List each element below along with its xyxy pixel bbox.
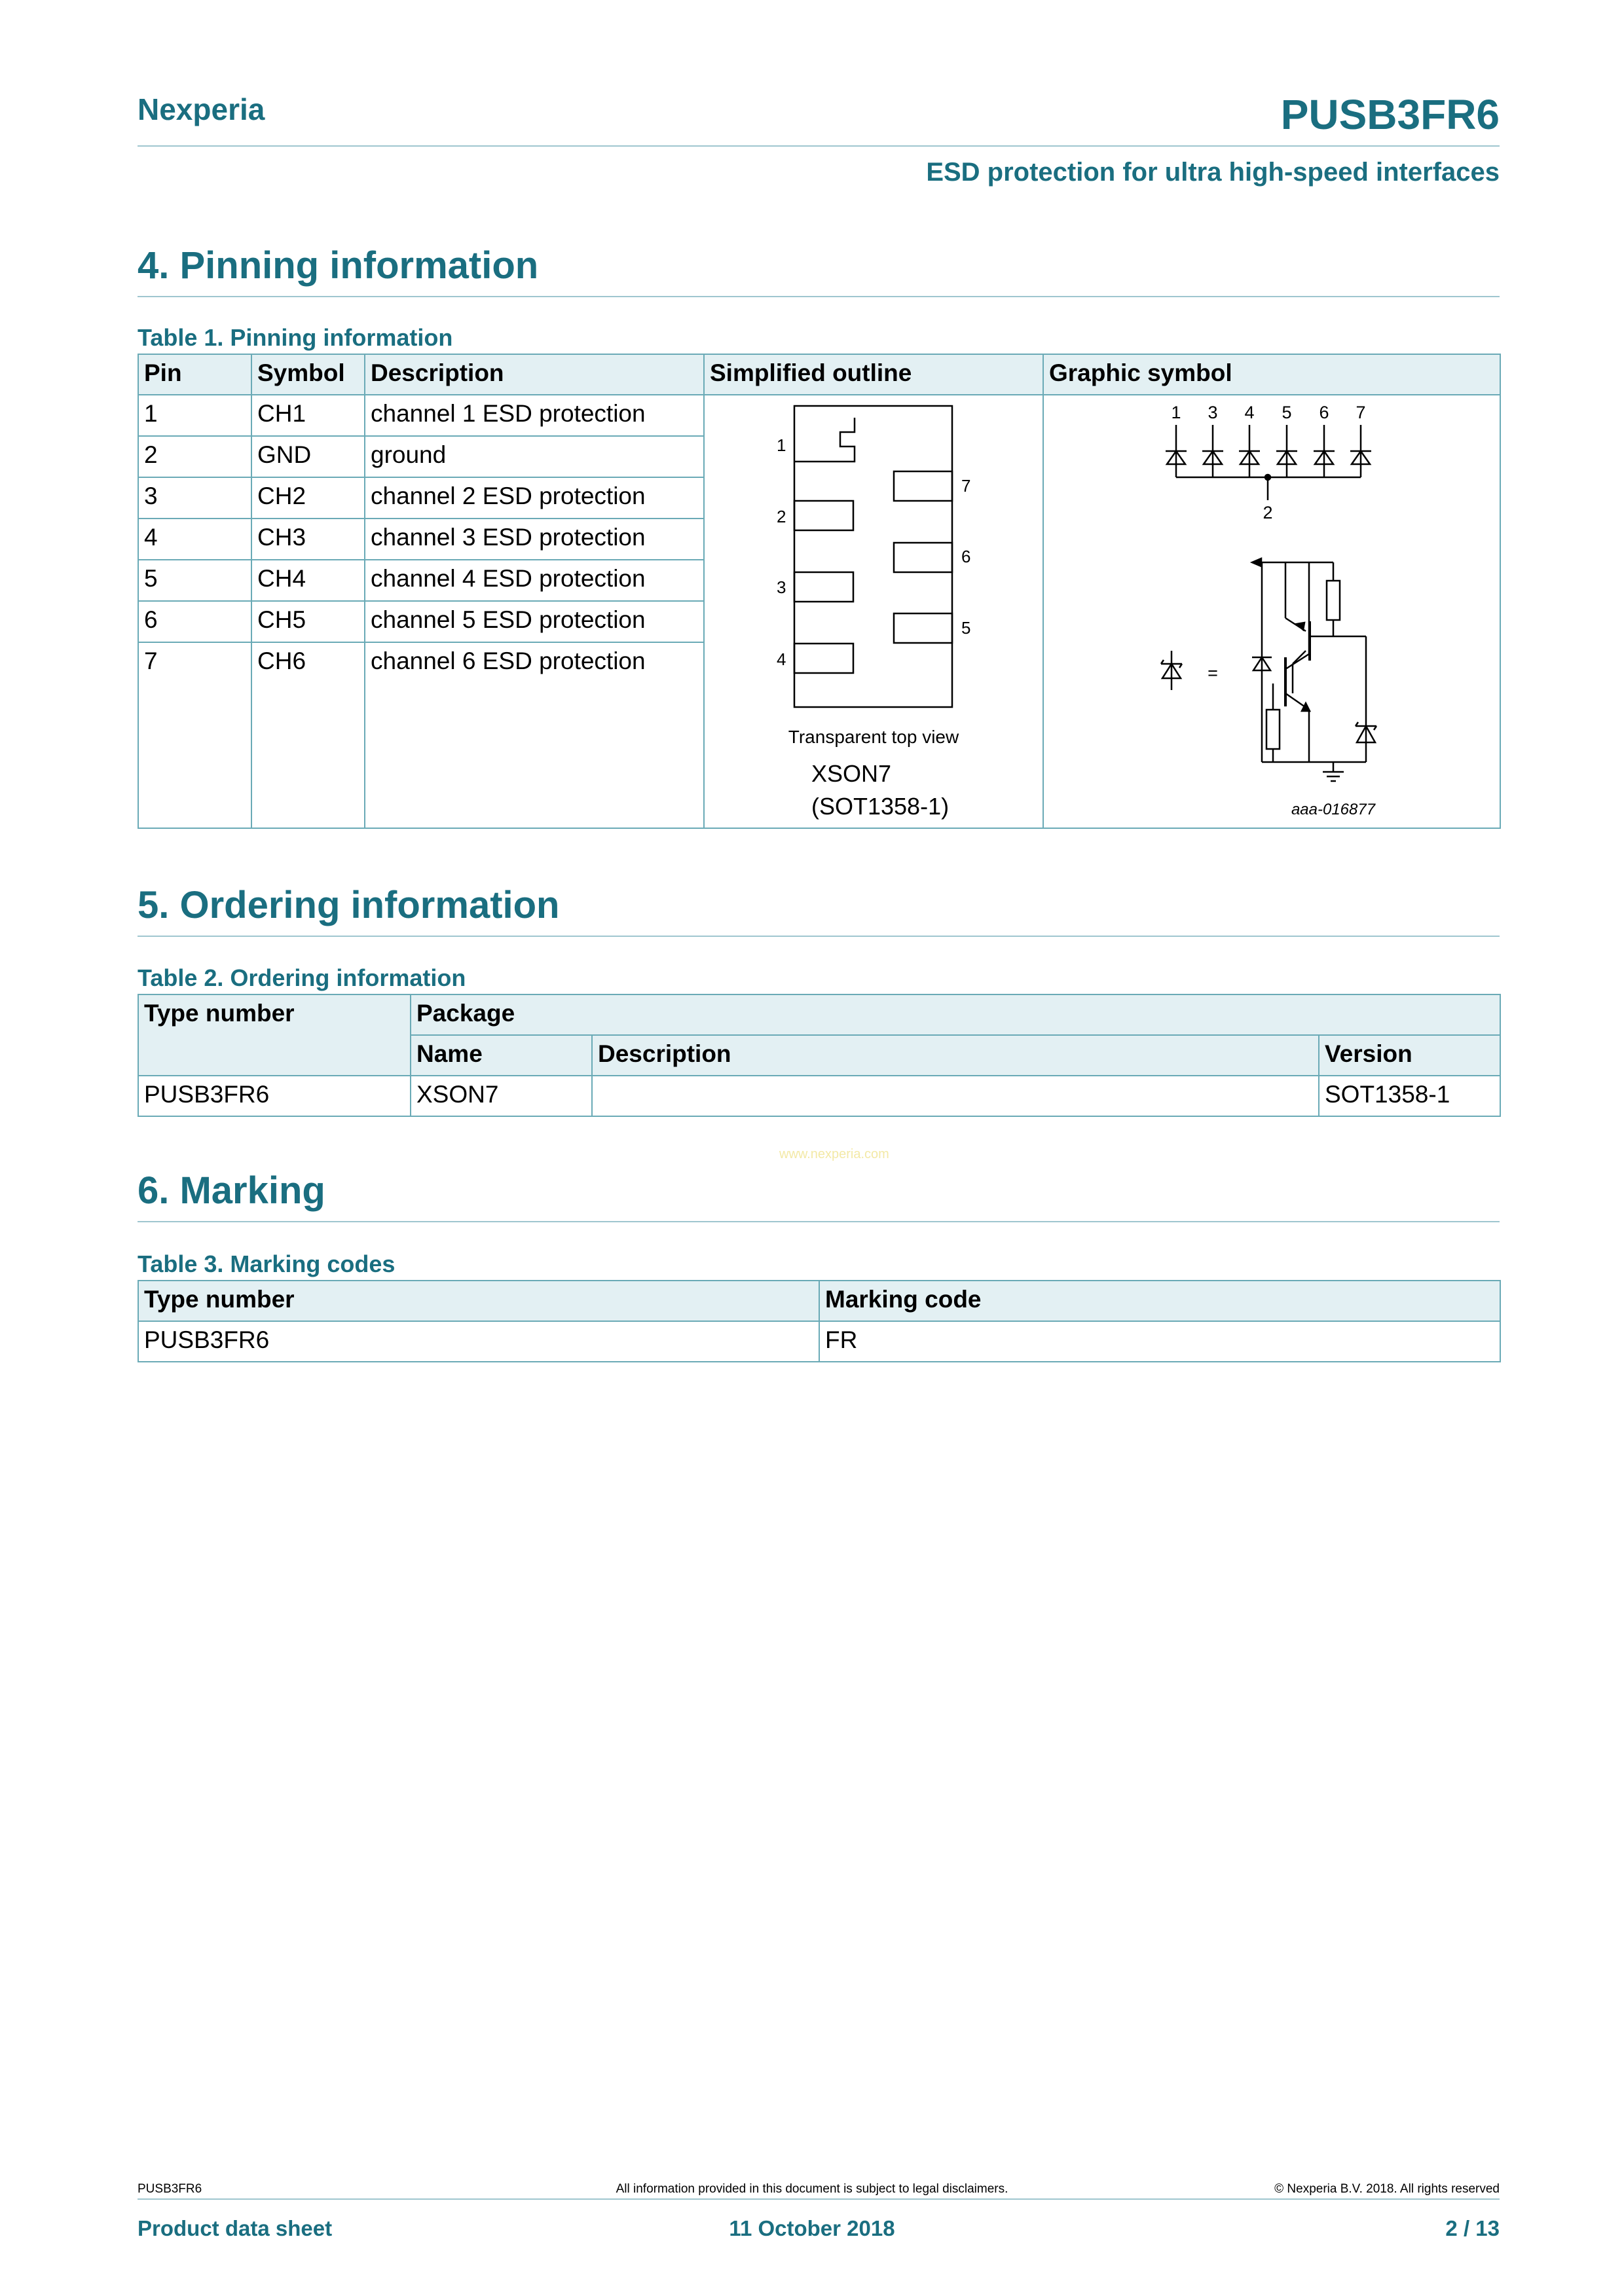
col-symbol: Symbol	[251, 354, 365, 395]
col-name: Name	[411, 1035, 592, 1076]
equals-sign: =	[1208, 663, 1218, 683]
footer-date: 11 October 2018	[729, 2216, 895, 2240]
table-row	[138, 1076, 1500, 1116]
version-cell: SOT1358-1	[1319, 1076, 1500, 1116]
diode-icon	[1202, 425, 1223, 477]
diode-icon	[1314, 425, 1335, 477]
symbol-gnd-label: 2	[1263, 503, 1273, 522]
description-cell: channel 4 ESD protection	[365, 560, 704, 601]
pin-cell: 2	[138, 436, 251, 477]
package-outline-diagram	[705, 395, 1043, 829]
outline-pin-label: 2	[777, 507, 786, 526]
symbol-pin-label: 1	[1171, 403, 1181, 422]
type-number-cell: PUSB3FR6	[138, 1321, 819, 1362]
description-cell: channel 6 ESD protection	[365, 642, 704, 828]
table-row	[138, 1321, 1500, 1362]
section-6-heading: 6. Marking	[138, 1169, 325, 1212]
outline-view-label: Transparent top view	[788, 727, 959, 747]
symbol-cell: CH4	[251, 560, 365, 601]
col-marking-code: Marking code	[819, 1281, 1500, 1321]
diode-icon	[1166, 425, 1187, 477]
description-cell: channel 2 ESD protection	[365, 477, 704, 519]
symbol-pin-label: 6	[1319, 403, 1329, 422]
document-subtitle: ESD protection for ultra high-speed interfaces	[926, 158, 1500, 187]
section-6-divider	[138, 1221, 1500, 1222]
table-header-row	[138, 994, 1500, 1035]
ordering-table	[138, 994, 1501, 1117]
pin-cell: 5	[138, 560, 251, 601]
col-graphic-symbol: Graphic symbol	[1043, 354, 1500, 395]
section-5-heading: 5. Ordering information	[138, 884, 560, 926]
type-number-cell: PUSB3FR6	[138, 1076, 411, 1116]
resistor-icon	[1266, 710, 1280, 749]
col-package: Package	[411, 994, 1500, 1035]
symbol-cell: CH3	[251, 519, 365, 560]
table-3-caption: Table 3. Marking codes	[138, 1250, 396, 1277]
pin-cell: 3	[138, 477, 251, 519]
figure-id: aaa-016877	[1291, 801, 1376, 818]
outline-package-name: XSON7	[811, 760, 892, 787]
symbol-cell: CH5	[251, 601, 365, 642]
footer-copyright: © Nexperia B.V. 2018. All rights reserved	[1274, 2182, 1500, 2196]
pin-cell: 7	[138, 642, 251, 828]
section-4-divider	[138, 296, 1500, 297]
symbol-cell: CH2	[251, 477, 365, 519]
col-simplified-outline: Simplified outline	[704, 354, 1043, 395]
pad-3	[794, 572, 853, 602]
diode-icon	[1350, 425, 1371, 477]
pad-6	[894, 543, 952, 572]
footer-divider	[138, 2198, 1500, 2200]
symbol-pin-label: 3	[1208, 403, 1218, 422]
description-cell: channel 5 ESD protection	[365, 601, 704, 642]
watermark: www.nexperia.com	[779, 1147, 889, 1161]
description-cell: ground	[365, 436, 704, 477]
table-header-row	[138, 354, 1500, 395]
pad-2	[794, 501, 853, 530]
symbol-cell: CH1	[251, 395, 365, 436]
outline-cell	[704, 395, 1043, 828]
footer-doc-id: PUSB3FR6	[138, 2182, 202, 2196]
resistor-icon	[1327, 581, 1340, 620]
diode-array	[1166, 425, 1371, 500]
brand-name: Nexperia	[138, 92, 265, 126]
col-description: Description	[592, 1035, 1319, 1076]
description-cell: channel 3 ESD protection	[365, 519, 704, 560]
table-1-caption: Table 1. Pinning information	[138, 324, 453, 351]
header-divider	[138, 145, 1500, 147]
col-description: Description	[365, 354, 704, 395]
symbol-cell: GND	[251, 436, 365, 477]
marking-table	[138, 1280, 1501, 1362]
pin-cell: 4	[138, 519, 251, 560]
esd-equivalent-circuit	[1161, 558, 1376, 781]
graphic-symbol-diagram	[1044, 395, 1500, 829]
outline-pin-label: 1	[777, 435, 786, 455]
footer-doc-type: Product data sheet	[138, 2216, 333, 2240]
col-version: Version	[1319, 1035, 1500, 1076]
marking-code-cell: FR	[819, 1321, 1500, 1362]
footer-page-number: 2 / 13	[1445, 2216, 1500, 2240]
table-2-caption: Table 2. Ordering information	[138, 964, 466, 991]
table-header-row	[138, 1281, 1500, 1321]
name-cell: XSON7	[411, 1076, 592, 1116]
section-4-heading: 4. Pinning information	[138, 244, 539, 287]
description-cell: channel 1 ESD protection	[365, 395, 704, 436]
pad-7	[894, 471, 952, 501]
symbol-cell: CH6	[251, 642, 365, 828]
symbol-pin-label: 7	[1356, 403, 1366, 422]
pin-cell: 6	[138, 601, 251, 642]
diode-icon	[1239, 425, 1260, 477]
outline-pin-label: 3	[777, 577, 786, 597]
esd-diode-icon	[1161, 651, 1182, 690]
footer-disclaimer: All information provided in this document is subject to legal disclaimers.	[616, 2182, 1008, 2196]
col-type-number: Type number	[138, 994, 411, 1076]
symbol-pin-label: 4	[1244, 403, 1255, 422]
graphic-symbol-cell	[1043, 395, 1500, 828]
table-row	[138, 395, 1500, 436]
pad-1	[794, 418, 855, 462]
section-5-divider	[138, 936, 1500, 937]
outline-pin-label: 7	[961, 476, 971, 496]
diode-icon	[1276, 425, 1297, 477]
col-type-number: Type number	[138, 1281, 819, 1321]
outline-package-code: (SOT1358-1)	[811, 793, 950, 820]
symbol-pin-label: 5	[1282, 403, 1292, 422]
pad-5	[894, 613, 952, 643]
outline-pin-label: 6	[961, 547, 971, 566]
col-pin: Pin	[138, 354, 251, 395]
part-number: PUSB3FR6	[1280, 91, 1500, 138]
pin-cell: 1	[138, 395, 251, 436]
description-cell	[592, 1076, 1319, 1116]
pad-4	[794, 644, 853, 673]
outline-pin-label: 5	[961, 618, 971, 638]
outline-pin-label: 4	[777, 649, 786, 669]
pinning-table	[138, 354, 1501, 829]
package-body	[794, 406, 952, 707]
